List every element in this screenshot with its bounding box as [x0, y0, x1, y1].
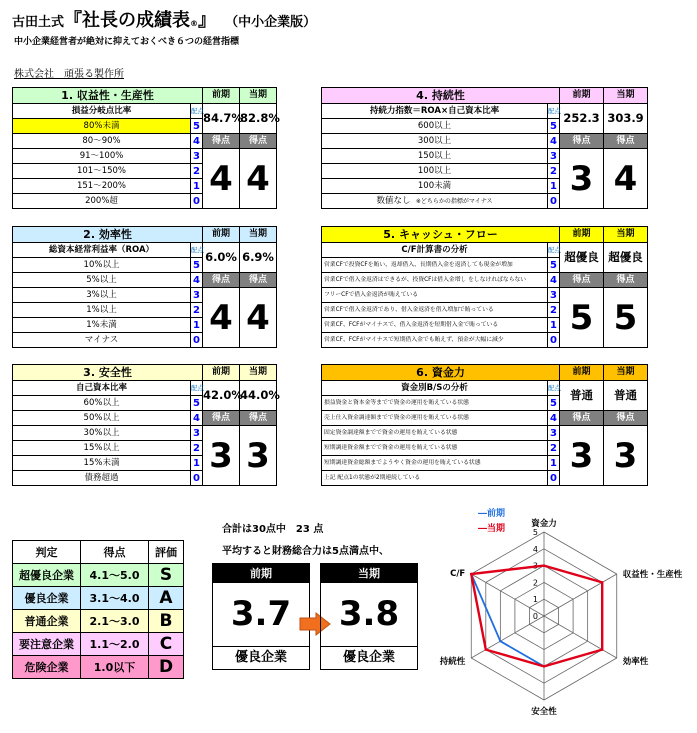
criteria-label: 営業CFで投資CFを賄い、返却借入、長期借入金を返済しても現金が増加 [322, 258, 548, 273]
metric-name: 損益分岐点比率 [13, 104, 191, 119]
metric-name: 資金別B/Sの分析 [322, 381, 548, 396]
criteria-points: 2 [548, 164, 560, 179]
criteria-points: 5 [191, 396, 203, 411]
criteria-label: 短期調達資金総額までようやく資金の運用を賄えている状態 [322, 456, 548, 471]
curr-value: 超優良 [604, 243, 648, 273]
judgement-table [12, 540, 184, 679]
criteria-label: 債務超過 [13, 471, 191, 486]
radar-scale-label: 3 [532, 561, 538, 571]
criteria-label: 600以上 [322, 119, 548, 134]
criteria-label: 15%以上 [13, 441, 191, 456]
judgement-label: 普通企業 [13, 610, 81, 633]
criteria-row [322, 426, 648, 441]
judgement-grade: S [149, 564, 184, 587]
radar-axis-label: 効率性 [622, 657, 649, 667]
curr-score-label: 得点 [240, 134, 277, 149]
criteria-label: 短期調達資金額までで資金の運用を賄えている状態 [322, 441, 548, 456]
criteria-label: 200%超 [13, 194, 191, 209]
radar-legend-item: ―当期 [478, 524, 506, 534]
curr-score: 4 [604, 149, 648, 209]
curr-score: 4 [240, 288, 277, 348]
prev-score-label: 得点 [203, 134, 240, 149]
criteria-label: 営業CF、FCFがマイナスで短期借入金でも賄えず、預金が大幅に減少 [322, 333, 548, 348]
criteria-points: 5 [548, 119, 560, 134]
judgement-range: 1.1～2.0 [81, 633, 149, 656]
indicator-section [12, 226, 277, 348]
indicator-section [321, 226, 648, 348]
points-header: 配点 [191, 381, 203, 396]
criteria-label: 150以上 [322, 149, 548, 164]
criteria-label: 上記 配点1の状態が2期連続している [322, 471, 548, 486]
judgement-grade: C [149, 633, 184, 656]
company-name: 株式会社 頑張る製作所 [14, 69, 124, 80]
indicator-section [12, 87, 280, 209]
criteria-label: 1%未満 [13, 318, 191, 333]
indicator-section [12, 364, 280, 486]
radar-scale-label: 5 [532, 528, 538, 537]
judgement-header-row [13, 541, 184, 564]
criteria-points: 4 [191, 273, 203, 288]
criteria-points: 4 [548, 134, 560, 149]
radar-point [543, 564, 545, 566]
curr-period-score: 3.8 [338, 594, 400, 634]
curr-period-header: 当期 [604, 365, 648, 381]
curr-score: 3 [240, 426, 277, 486]
criteria-row [13, 273, 277, 288]
prev-value: 超優良 [560, 243, 604, 273]
curr-value: 303.9 [604, 104, 648, 134]
prev-period-header: 前期 [203, 88, 240, 104]
criteria-points: 2 [548, 303, 560, 318]
prev-score-label: 得点 [203, 273, 240, 288]
radar-point [499, 640, 501, 642]
radar-scale-label: 4 [532, 544, 538, 554]
criteria-points: 2 [191, 303, 203, 318]
prev-score: 5 [560, 288, 604, 348]
judgement-grade: B [149, 610, 184, 633]
prev-score: 4 [203, 288, 240, 348]
radar-axis-label: 持続性 [439, 657, 466, 667]
points-header: 配点 [548, 104, 560, 119]
radar-point [470, 573, 472, 575]
prev-period-header: 前期 [560, 88, 604, 104]
section-title: 3. 安全性 [13, 365, 203, 381]
curr-value: 普通 [604, 381, 648, 411]
criteria-points: 5 [191, 258, 203, 273]
prev-value: 84.7% [203, 104, 240, 134]
prev-period-header: 前期 [203, 365, 240, 381]
curr-period-label: 当期 [321, 564, 417, 583]
criteria-row [322, 134, 648, 149]
judgement-label: 要注意企業 [13, 633, 81, 656]
criteria-points: 1 [191, 318, 203, 333]
judgement-row [13, 633, 184, 656]
section-title: 6. 資金力 [322, 365, 560, 381]
criteria-row [322, 149, 648, 164]
criteria-label: 91～100% [13, 149, 191, 164]
page-subtitle: 中小企業経営者が絶対に抑えておくべき６つの経営指標 [14, 37, 240, 47]
radar-axis-label: 資金力 [531, 519, 557, 529]
criteria-points: 0 [548, 333, 560, 348]
curr-period-header: 当期 [604, 227, 648, 243]
section-title: 4. 持続性 [322, 88, 560, 104]
criteria-label: 50%以上 [13, 411, 191, 426]
criteria-points: 3 [548, 149, 560, 164]
criteria-label: 101～150% [13, 164, 191, 179]
prev-period-label: 前期 [213, 564, 309, 583]
curr-period-header: 当期 [240, 365, 277, 381]
radar-point [601, 648, 603, 650]
criteria-points: 0 [191, 194, 203, 209]
criteria-label: 100以上 [322, 164, 548, 179]
criteria-points: 3 [191, 426, 203, 441]
criteria-points: 5 [191, 119, 203, 134]
criteria-points: 3 [548, 288, 560, 303]
prev-score-label: 得点 [560, 134, 604, 149]
curr-score-label: 得点 [240, 273, 277, 288]
criteria-label: 30%以上 [13, 426, 191, 441]
judgement-range: 4.1～5.0 [81, 564, 149, 587]
curr-score-label: 得点 [604, 273, 648, 288]
criteria-points: 1 [548, 318, 560, 333]
criteria-label: 損益資金と資本金等までで資金の運用を賄えている状態 [322, 396, 548, 411]
criteria-row [322, 288, 648, 303]
prev-score-label: 得点 [203, 411, 240, 426]
prev-score-label: 得点 [560, 273, 604, 288]
criteria-points: 4 [191, 134, 203, 149]
points-header: 配点 [191, 243, 203, 258]
criteria-row [13, 411, 277, 426]
curr-period-header: 当期 [240, 88, 277, 104]
prev-score: 4 [203, 149, 240, 209]
prev-period-score: 3.7 [230, 594, 292, 634]
criteria-points: 5 [548, 258, 560, 273]
criteria-label: 1%以上 [13, 303, 191, 318]
criteria-points: 1 [191, 456, 203, 471]
radar-scale-label: 1 [532, 595, 538, 605]
curr-score: 3 [604, 426, 648, 486]
criteria-label: フリーCFで借入金返済が賄えている [322, 288, 548, 303]
criteria-points: 0 [191, 471, 203, 486]
curr-period-box [320, 563, 418, 670]
prev-period-header: 前期 [560, 365, 604, 381]
criteria-label: 5%以上 [13, 273, 191, 288]
section-title: 1. 収益性・生産性 [13, 88, 203, 104]
page-title: 古田土式『社長の成績表®』 （中小企業版） [12, 10, 317, 31]
criteria-note: ※どちらかの指標がマイナス [415, 197, 493, 205]
curr-score-label: 得点 [604, 411, 648, 426]
points-header: 配点 [548, 243, 560, 258]
criteria-row [13, 288, 277, 303]
prev-value: 252.3 [560, 104, 604, 134]
average-line: 平均すると財務総合力は5点満点中、 [222, 546, 389, 557]
judgement-header: 得点 [81, 541, 149, 564]
curr-period-header: 当期 [240, 227, 277, 243]
metric-name: 自己資本比率 [13, 381, 191, 396]
radar-point [601, 581, 603, 583]
prev-period-rank: 優良企業 [213, 646, 309, 669]
criteria-points: 4 [191, 411, 203, 426]
prev-period-header: 前期 [203, 227, 240, 243]
judgement-grade: A [149, 587, 184, 610]
prev-period-box [212, 563, 310, 670]
curr-score-label: 得点 [604, 134, 648, 149]
indicator-section [321, 364, 648, 486]
curr-score: 4 [240, 149, 277, 209]
section-title: 2. 効率性 [13, 227, 203, 243]
judgement-label: 超優良企業 [13, 564, 81, 587]
criteria-points: 2 [548, 441, 560, 456]
radar-axis-label: 収益性・生産性 [622, 570, 683, 580]
metric-name: 総資本経常利益率（ROA） [13, 243, 191, 258]
criteria-points: 1 [548, 179, 560, 194]
criteria-points: 4 [548, 411, 560, 426]
prev-score-label: 得点 [560, 411, 604, 426]
prev-score: 3 [560, 149, 604, 209]
metric-name: 持続力指数＝ROA×自己資本比率 [322, 104, 548, 119]
criteria-points: 1 [191, 179, 203, 194]
criteria-label: 売上仕入資金調達額までで資金の運用を賄えている状態 [322, 411, 548, 426]
prev-period-header: 前期 [560, 227, 604, 243]
radar-point [485, 648, 487, 650]
criteria-points: 2 [191, 441, 203, 456]
judgement-range: 3.1～4.0 [81, 587, 149, 610]
judgement-label: 危険企業 [13, 656, 81, 679]
judgement-header: 判定 [13, 541, 81, 564]
prev-score: 3 [560, 426, 604, 486]
curr-score-label: 得点 [240, 411, 277, 426]
criteria-label: 80～90% [13, 134, 191, 149]
indicator-section [321, 87, 648, 209]
criteria-row [13, 134, 277, 149]
criteria-row [13, 149, 277, 164]
criteria-label: 3%以上 [13, 288, 191, 303]
criteria-row [13, 426, 277, 441]
points-header: 配点 [548, 381, 560, 396]
prev-value: 6.0% [203, 243, 240, 273]
criteria-points: 0 [191, 333, 203, 348]
section-title: 5. キャッシュ・フロー [322, 227, 560, 243]
judgement-range: 1.0以下 [81, 656, 149, 679]
criteria-label [322, 194, 548, 209]
criteria-label: 10%以上 [13, 258, 191, 273]
judgement-range: 2.1～3.0 [81, 610, 149, 633]
curr-value: 82.8% [240, 104, 277, 134]
criteria-points: 2 [191, 164, 203, 179]
prev-value: 普通 [560, 381, 604, 411]
criteria-points: 0 [548, 194, 560, 209]
judgement-grade: D [149, 656, 184, 679]
radar-chart [430, 500, 695, 732]
judgement-row [13, 564, 184, 587]
criteria-points: 0 [548, 471, 560, 486]
radar-axis-label: C/F [450, 569, 466, 579]
criteria-label: 151～200% [13, 179, 191, 194]
radar-scale-label: 2 [532, 578, 538, 588]
prev-value: 42.0% [203, 381, 240, 411]
criteria-points: 3 [191, 149, 203, 164]
metric-name: C/F計算書の分析 [322, 243, 548, 258]
curr-score: 5 [604, 288, 648, 348]
criteria-label: 営業CFで借入金返済はできるが、投資CFは借入金増し をしなければならない [322, 273, 548, 288]
criteria-label: 固定資金調達額までで資金の運用を賄えている状態 [322, 426, 548, 441]
curr-value: 44.0% [240, 381, 277, 411]
criteria-label: 営業CF、FCFがマイナスで、借入金返済を短期借入金で賄っている [322, 318, 548, 333]
criteria-label: マイナス [13, 333, 191, 348]
judgement-row [13, 587, 184, 610]
judgement-row [13, 610, 184, 633]
radar-legend-item: ―前期 [478, 509, 506, 519]
judgement-header: 評価 [149, 541, 184, 564]
criteria-label: 100未満 [322, 179, 548, 194]
criteria-row [322, 411, 648, 426]
curr-value: 6.9% [240, 243, 277, 273]
criteria-label: 300以上 [322, 134, 548, 149]
radar-point [543, 665, 545, 667]
criteria-points: 5 [548, 396, 560, 411]
curr-period-header: 当期 [604, 88, 648, 104]
criteria-label: 15%未満 [13, 456, 191, 471]
criteria-points: 4 [548, 273, 560, 288]
judgement-row [13, 656, 184, 679]
radar-axis-line [544, 616, 617, 658]
criteria-points: 1 [548, 456, 560, 471]
points-header: 配点 [191, 104, 203, 119]
criteria-label: 60%以上 [13, 396, 191, 411]
criteria-text: 数値なし [376, 195, 411, 206]
criteria-points: 3 [191, 288, 203, 303]
judgement-label: 優良企業 [13, 587, 81, 610]
radar-scale-label: 0 [532, 612, 538, 621]
criteria-label: 営業CFで借入金返済であり、借入金返済を借入増加で賄っている [322, 303, 548, 318]
prev-score: 3 [203, 426, 240, 486]
radar-axis-line [544, 574, 617, 616]
criteria-points: 3 [548, 426, 560, 441]
total-score-line: 合計は30点中 23 点 [222, 524, 324, 535]
criteria-row [322, 273, 648, 288]
curr-period-rank: 優良企業 [321, 646, 417, 669]
criteria-label: 80%未満 [13, 119, 191, 134]
radar-axis-label: 安全性 [531, 707, 557, 717]
